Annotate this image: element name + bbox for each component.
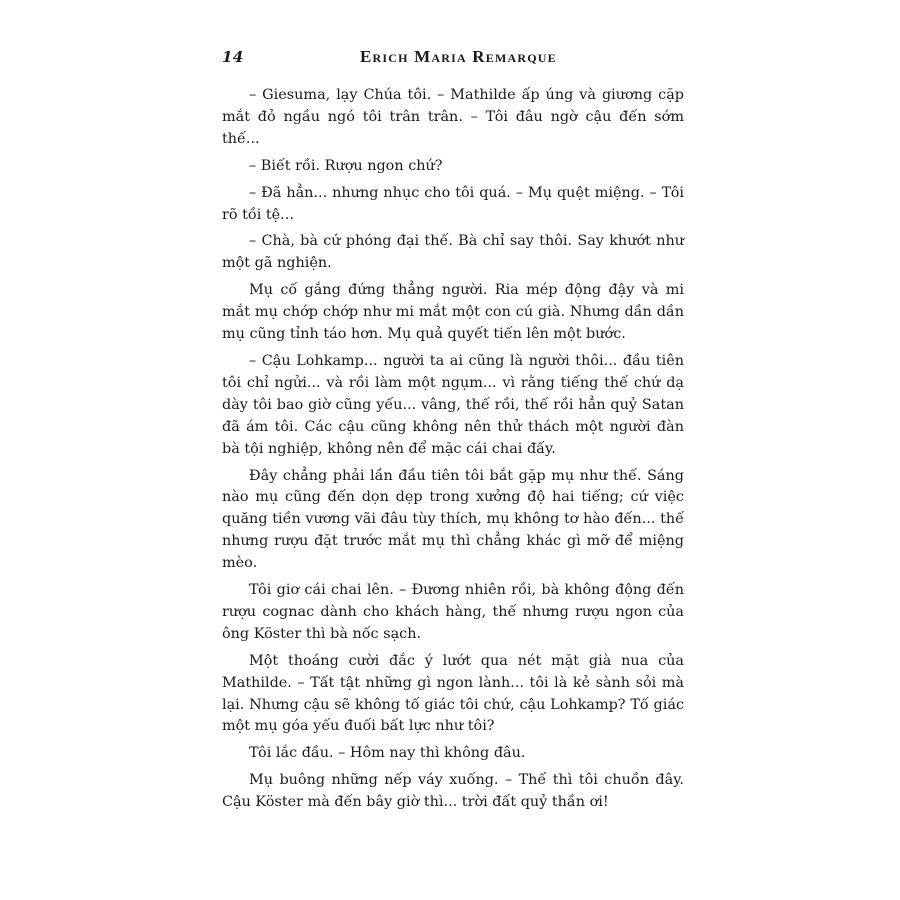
- body-text: [222, 85, 684, 819]
- paragraph: Tôi lắc đầu. – Hôm nay thì không đâu.: [249, 745, 526, 762]
- paragraph: Một thoáng cười đắc ý lướt qua nét mặt già nua của Mathilde. – Tất tật những gì ngon lành... tôi là kẻ sành sỏi mà lại. Nhưng cậu sẽ không tố giác tôi chứ, cậu Lohkamp? Tố giác một mụ góa yếu đuối bất lực như tôi?: [222, 652, 684, 735]
- paragraph: Tôi giơ cái chai lên. – Đương nhiên rồi, bà không động đến rượu cognac dành cho khách hàng, thế nhưng rượu ngon của ông Köster thì bà nốc sạch.: [222, 582, 684, 642]
- paragraph: Mụ cố gắng đứng thẳng người. Ria mép động đậy và mi mắt mụ chớp chớp như mi mắt một con cú già. Nhưng dần dần mụ cũng tỉnh táo hơn. Mụ quả quyết tiến lên một bước.: [222, 282, 684, 343]
- page-header: [222, 44, 684, 74]
- paragraph: – Cậu Lohkamp... người ta ai cũng là người thôi... đầu tiên tôi chỉ ngửi... và rồi làm một ngụm... vì rằng tiếng thế chứ dạ dày tôi bao giờ cũng yếu... vâng, thế rồi, thế rồi hẳn quỷ Satan đã ám tôi. Các cậu cũng không nên thử thách một người đàn bà tội nghiệp, không nên để mặc cái chai đấy.: [222, 352, 684, 457]
- paragraph: – Chà, bà cứ phóng đại thế. Bà chỉ say thôi. Say khướt như một gã nghiện.: [222, 233, 684, 272]
- paragraph: – Giesuma, lạy Chúa tôi. – Mathilde ấp úng và giương cặp mắt đỏ ngầu ngó tôi trân trân. – Tôi đâu ngờ cậu đến sớm thế...: [222, 87, 684, 147]
- paragraph: Đây chẳng phải lần đầu tiên tôi bắt gặp mụ như thế. Sáng nào mụ cũng đến dọn dẹp trong xưởng độ hai tiếng; cứ việc quăng tiền vương vãi đâu tùy thích, mụ không tơ hào đến... thế nhưng rượu đặt trước mắt mụ thì chẳng khác gì mỡ để miệng mèo.: [222, 467, 684, 572]
- running-head-author: Erich Maria Remarque: [360, 47, 557, 66]
- paragraph: – Biết rồi. Rượu ngon chứ?: [249, 157, 443, 174]
- page-number: 14: [222, 48, 244, 66]
- paragraph: Mụ buông những nếp váy xuống. – Thế thì tôi chuồn đây. Cậu Köster mà đến bây giờ thì... trời đất quỷ thần ơi!: [222, 772, 684, 811]
- paragraph: – Đã hẳn... nhưng nhục cho tôi quá. – Mụ quệt miệng. – Tôi rõ tồi tệ...: [222, 184, 684, 223]
